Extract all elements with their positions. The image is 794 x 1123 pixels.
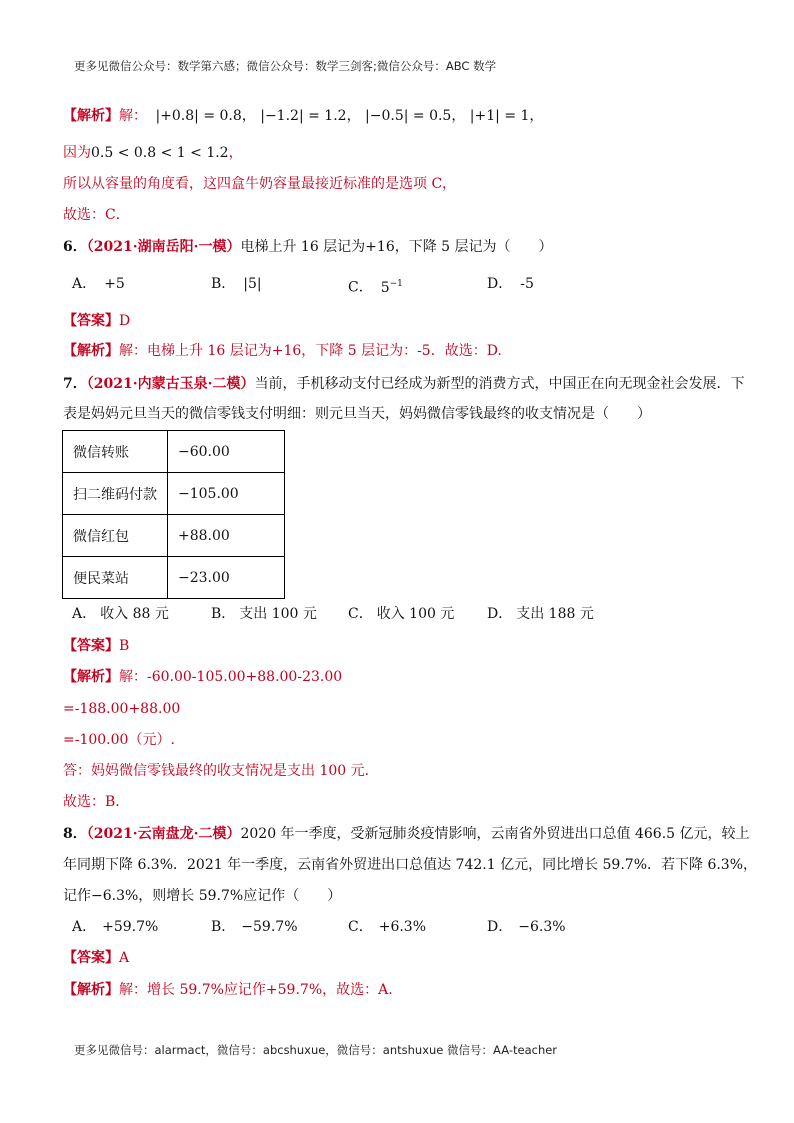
sep-3: ， [451, 108, 466, 124]
payment-table [62, 430, 285, 599]
q8-analysis: 【解析】解：增长 59.7%应记作+59.7%，故选：A. [63, 982, 393, 998]
q5-choice: 故选：C． [63, 207, 130, 223]
q7-analysis-1: 【解析】解：-60.00-105.00+88.00-23.00 [63, 669, 343, 685]
page-header: 更多见微信公众号：数学第六感；微信公众号：数学三剑客;微信公众号：ABC 数学 [74, 59, 497, 73]
q6-option-b: B． |5| [211, 276, 262, 292]
table-row: 扫二维码付款 −105.00 [63, 473, 285, 515]
q7-choice: 故选：B． [63, 794, 130, 810]
q8-option-d: D． −6.3% [487, 919, 566, 935]
q5-conclusion: 所以从容量的角度看，这四盒牛奶容量最接近标准的是选项 C， [63, 176, 457, 192]
q7-option-b: B． 支出 100 元 [211, 606, 317, 622]
sep-2: ， [346, 108, 361, 124]
q7-answer: 【答案】B [63, 638, 130, 654]
math-abs-1: |+0.8| = 0.8 [155, 108, 242, 124]
table-row: 微信红包 +88.00 [63, 515, 285, 557]
q5-analysis-line [63, 106, 543, 126]
q7-option-d: D． 支出 188 元 [487, 606, 594, 622]
q8-answer: 【答案】A [63, 950, 130, 966]
q6-analysis: 【解析】解：电梯上升 16 层记为+16，下降 5 层记为：-5．故选：D. [63, 343, 502, 359]
analysis-tag: 【解析】 [63, 108, 119, 124]
q6-answer: 【答案】D [63, 313, 131, 329]
math-abs-4: |+1| = 1 [469, 108, 530, 124]
q6-option-d: D． -5 [487, 276, 534, 292]
because-label: 因为 [63, 145, 91, 161]
q8-option-b: B． −59.7% [211, 919, 298, 935]
q8-stem-line-1: 8．（2021·云南盘龙·二模）2020 年一季度，受新冠肺炎疫情影响，云南省外贸进出口总值 466.5 亿元，较上 [63, 826, 750, 842]
table-row: 微信转账 −60.00 [63, 431, 285, 473]
q6-option-a: A． +5 [72, 276, 125, 292]
q7-option-a: A． 收入 88 元 [72, 606, 169, 622]
q8-option-a: A． +59.7% [72, 919, 159, 935]
q7-analysis-2: =-188.00+88.00 [63, 701, 181, 717]
q7-analysis-4: 答：妈妈微信零钱最终的收支情况是支出 100 元. [63, 763, 370, 779]
q5-because-line [63, 143, 243, 163]
q6-number: 6． [63, 239, 87, 255]
analysis-lead: 解： [119, 108, 147, 124]
table-row: 便民菜站 −23.00 [63, 557, 285, 599]
q8-option-c: C． +6.3% [348, 919, 427, 935]
math-inequality: 0.5 < 0.8 < 1 < 1.2 [91, 145, 229, 161]
because-end: ， [228, 145, 243, 161]
sep-4: ， [529, 108, 544, 124]
q6-stem [63, 237, 553, 257]
math-abs-3: |−0.5| = 0.5 [365, 108, 452, 124]
q6-source: （2021·湖南岳阳·一模） [86, 239, 241, 255]
math-abs-2: |−1.2| = 1.2 [260, 108, 347, 124]
q7-analysis-3: =-100.00（元）. [63, 732, 175, 748]
q8-stem-line-3: 记作−6.3%，则增长 59.7%应记作（ ） [63, 888, 342, 904]
q7-option-c: C． 收入 100 元 [348, 606, 455, 622]
q6-option-c-exponent: −1 [389, 279, 403, 289]
page-footer: 更多见微信号：alarmact，微信号：abcshuxue，微信号：antshuxue 微信号：AA-teacher [74, 1043, 558, 1057]
q7-stem-line-2: 表是妈妈元旦当天的微信零钱支付明细：则元旦当天，妈妈微信零钱最终的收支情况是（ ） [63, 406, 651, 422]
q6-stem-text: 电梯上升 16 层记为+16，下降 5 层记为（ ） [240, 239, 553, 255]
q6-option-c: C． $5^{-1}$ [348, 279, 403, 296]
q7-stem-line-1: 7．（2021·内蒙古玉泉·二模）当前，手机移动支付已经成为新型的消费方式，中国正在向无现金社会发展．下 [63, 376, 745, 392]
sep-1: ， [241, 108, 256, 124]
q8-stem-line-2: 年同期下降 6.3%．2021 年一季度，云南省外贸进出口总值达 742.1 亿元，同比增长 59.7%．若下降 6.3%， [63, 857, 758, 873]
